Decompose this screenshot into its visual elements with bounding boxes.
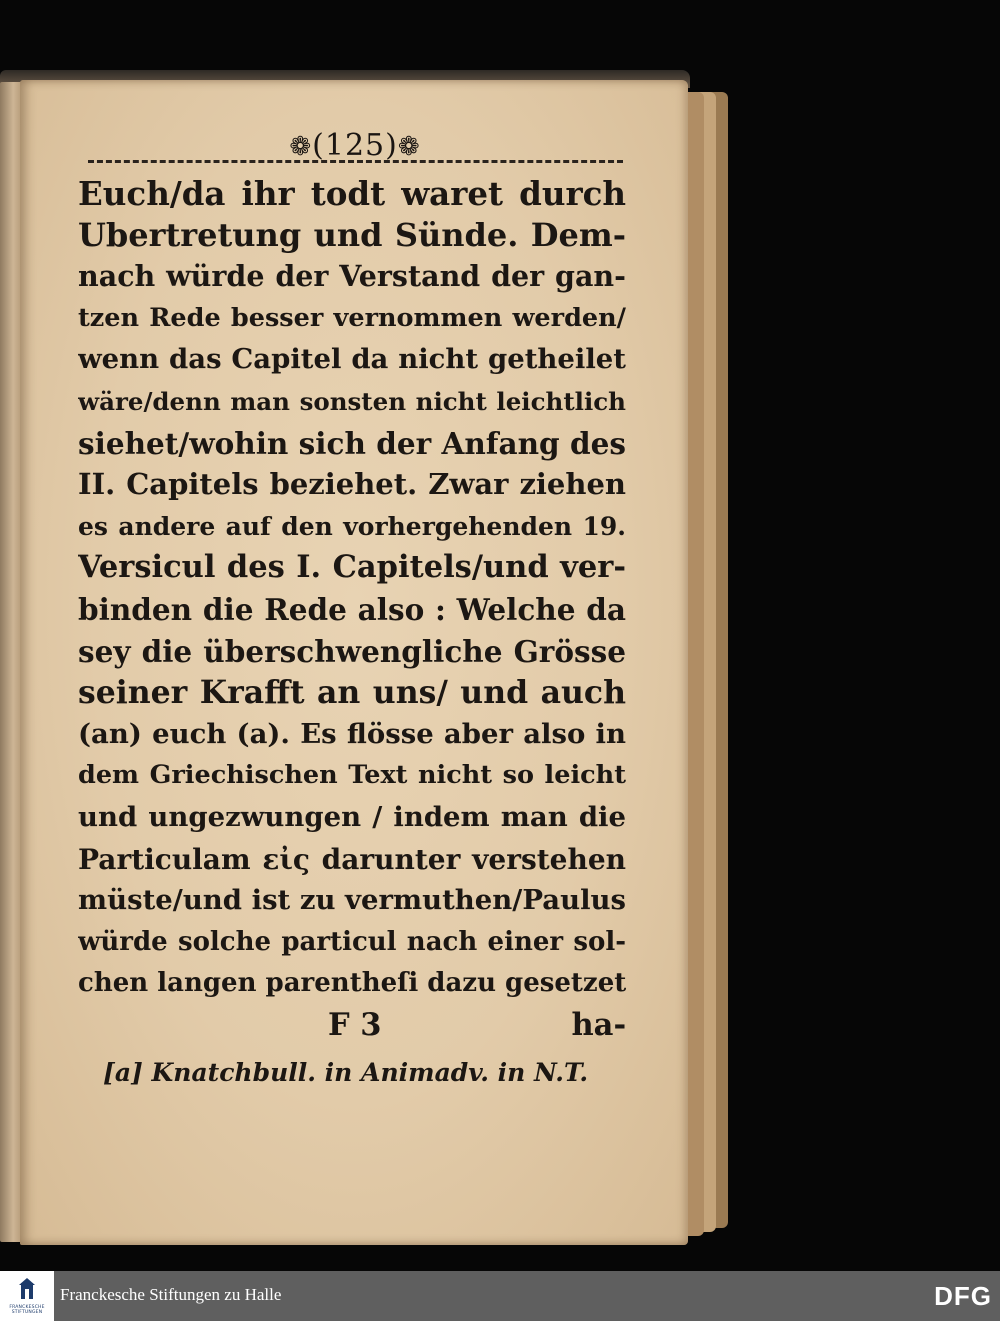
text-line: Euch/da ihr todt waret durch bbox=[78, 174, 626, 213]
logo-text-line: STIFTUNGEN bbox=[11, 1310, 43, 1315]
text-line: Versicul des I. Capitels/und ver- bbox=[78, 549, 626, 586]
text-line: Ubertretung und Sünde. Dem- bbox=[78, 215, 626, 254]
dfg-logo[interactable]: DFG bbox=[934, 1281, 992, 1311]
text-line: (an) euch (a). Es flösse aber also in bbox=[78, 717, 626, 750]
text-line: tzen Rede besser vernommen werden/ bbox=[78, 302, 626, 333]
institution-name[interactable]: Franckesche Stiftungen zu Halle bbox=[60, 1285, 282, 1304]
footnote: [a] Knatchbull. in Animadv. in N.T. bbox=[103, 1058, 589, 1087]
ornament-right-icon: ❁ bbox=[397, 132, 421, 162]
text-line: II. Capitels beziehet. Zwar ziehen bbox=[78, 467, 626, 502]
page-number: (125) bbox=[312, 128, 398, 163]
signature-line bbox=[78, 1005, 626, 1047]
text-line: dem Griechischen Text nicht so leicht bbox=[78, 760, 626, 791]
building-icon bbox=[17, 1277, 37, 1301]
text-line: wenn das Capitel da nicht getheilet bbox=[78, 343, 626, 376]
text-line: wäre/denn man sonsten nicht leichtlich bbox=[78, 386, 626, 416]
logo-text-line: FRANCKESCHE bbox=[9, 1305, 45, 1310]
institution-logo[interactable] bbox=[0, 1271, 54, 1321]
signature-mark: F 3 bbox=[328, 1006, 382, 1043]
page-body bbox=[78, 173, 626, 1046]
text-line: und ungezwungen / indem man die bbox=[78, 800, 626, 833]
text-line: binden die Rede also : Welche da bbox=[78, 591, 626, 627]
text-line: würde solche particul nach einer sol- bbox=[78, 926, 626, 957]
text-line: siehet/wohin sich der Anfang des bbox=[78, 425, 626, 461]
header-rule bbox=[88, 160, 623, 163]
text-line: müste/und ist zu vermuthen/Paulus bbox=[78, 884, 626, 917]
text-line: es andere auf den vorhergehenden 19. bbox=[78, 511, 626, 541]
left-page-edge bbox=[0, 82, 22, 1242]
text-line: chen langen parentheſi dazu gesetzet bbox=[78, 968, 626, 999]
text-line: Particulam εἰς darunter verstehen bbox=[78, 842, 626, 876]
ornament-left-icon: ❁ bbox=[289, 132, 313, 162]
text-line: seiner Krafft an uns/ und auch bbox=[78, 674, 626, 712]
viewer-footer bbox=[0, 1271, 1000, 1321]
text-line: nach würde der Verstand der gan- bbox=[78, 259, 626, 294]
catchword: ha- bbox=[571, 1006, 626, 1043]
text-line: sey die überschwengliche Grösse bbox=[78, 633, 626, 669]
